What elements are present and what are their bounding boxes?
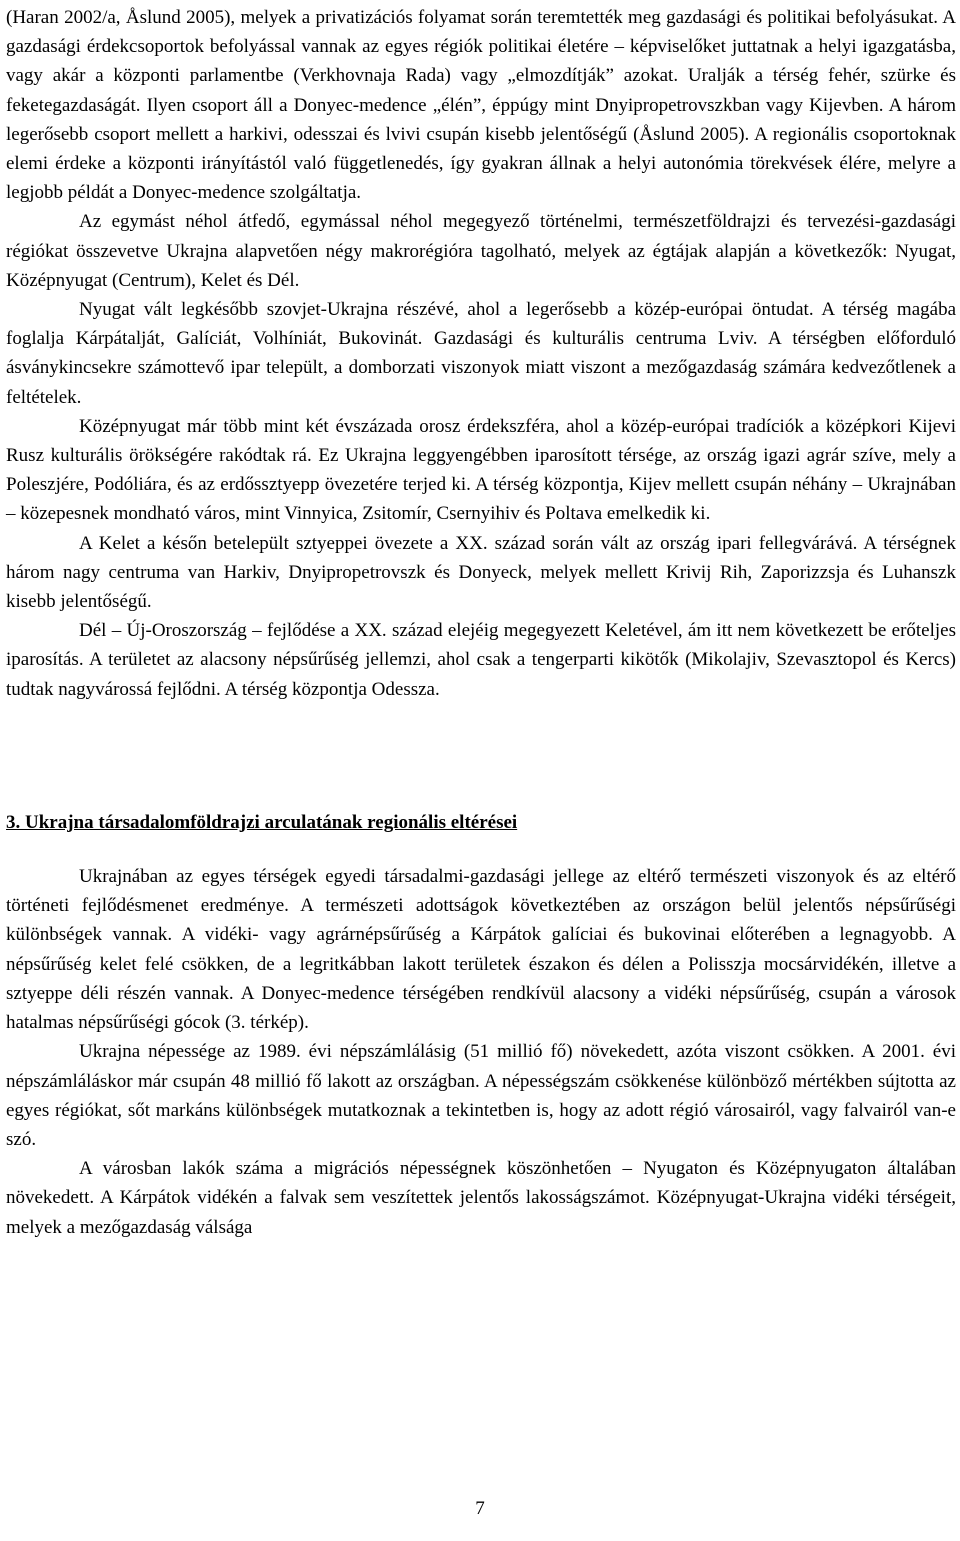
paragraph-population: Ukrajna népessége az 1989. évi népszámlálásig (51 millió fő) növekedett, azóta viszont csökken. A 2001. évi népszámláláskor már csupán 48 millió fő lakott az országban. A népességszám csökkenése különböző mértékben sújtotta az egyes régiókat, sőt markáns különbségek mutatkoznak a tekintetben is, hogy az adott régió városairól, vagy falvairól van-e szó. xyxy=(6,1041,956,1150)
document-page xyxy=(6,3,956,1242)
paragraph-central-west: Középnyugat már több mint két évszázada orosz érdekszféra, ahol a közép-európai tradíciók a középkori Kijevi Rusz kulturális örökségére rakódtak rá. Ez Ukrajna leggyengébben iparosított térsége, az ország igazi agrár szíve, mely a Poleszjére, Podóliára, és az erdőssztyepp övezetére terjed ki. A térség központja, Kijev mellett csupán néhány – Ukrajnában – közepesnek mondható város, mint Vinnyica, Zsitomír, Csernyihiv és Poltava emelkedik ki. xyxy=(6,415,956,525)
paragraph-urban-population: A városban lakók száma a migrációs népességnek köszönhetően – Nyugaton és Középnyugaton általában növekedett. A Kárpátok vidékén a falvak sem veszítettek jelentős lakosságszámot. Középnyugat-Ukrajna vidéki térségeit, melyek a mezőgazdaság válsága xyxy=(6,1158,956,1238)
section-heading: 3. Ukrajna társadalomföldrajzi arculatának regionális eltérései xyxy=(6,811,518,833)
paragraph-macroregions: Az egymást néhol átfedő, egymással néhol megegyező történelmi, természetföldrajzi és tervezési-gazdasági régiókat összevetve Ukrajna alapvetően négy makrorégióra tagolható, melyek az égtájak alapján a következők: Nyugat, Középnyugat (Centrum), Kelet és Dél. xyxy=(6,211,956,291)
paragraph-continuation: (Haran 2002/a, Åslund 2005), melyek a privatizációs folyamat során teremtették meg gazdasági és politikai befolyásukat. A gazdasági érdekcsoportok befolyással vannak az egyes régiók politikai életére – képviselőket juttatnak a helyi igazgatásba, vagy akár a központi parlamentbe (Verkhovnaja Rada) vagy „elmozdítják” azokat. Uralják a térség fehér, szürke és feketegazdaságát. Ilyen csoport áll a Donyec-medence „élén”, éppúgy mint Dnyipropetrovszkban vagy Kijevben. A három legerősebb csoport mellett a harkivi, odesszai és lvivi csupán kisebb jelentőségű (Åslund 2005). A regionális csoportoknak elemi érdeke a központi irányítástól való függetlenedés, így gyakran állnak a helyi autonómia törekvések élére, melyre a legjobb példát a Donyec-medence szolgáltatja. xyxy=(6,7,956,204)
paragraph-regional-differences: Ukrajnában az egyes térségek egyedi társadalmi-gazdasági jellege az eltérő természeti viszonyok és az eltérő történeti fejlődésmenet eredménye. A természeti adottságok következtében az országon belül jelentős népsűrűségi különbségek vannak. A vidéki- vagy agrárnépsűrűség a Kárpátok galíciai és bukovinai előterében a legnagyobb. A népsűrűség kelet felé csökken, de a legritkábban lakott területek északon és délen a Polisszja mocsárvidékén, illetve a sztyeppe déli részén vannak. A Donyec-medence térségében rendkívül alacsony a vidéki népsűrűség, csupán a városok hatalmas népsűrűségi gócok (3. térkép). xyxy=(6,866,956,1034)
paragraph-south: Dél – Új-Oroszország – fejlődése a XX. század elejéig megegyezett Keletével, ám itt nem következett be erőteljes iparosítás. A területet az alacsony népsűrűség jellemzi, ahol csak a tengerparti kikötők (Mikolajiv, Szevasztopol és Kercs) tudtak nagyvárossá fejlődni. A térség központja Odessza. xyxy=(6,620,956,700)
paragraph-east: A Kelet a későn betelepült sztyeppei övezete a XX. század során vált az ország ipari fellegvárává. A térségnek három nagy centruma van Harkiv, Dnyipropetrovszk és Donyeck, melyek mellett Krivij Rih, Zaporizzsja és Luhanszk kisebb jelentőségű. xyxy=(6,532,956,613)
page-number: 7 xyxy=(475,1498,485,1519)
paragraph-west: Nyugat vált legkésőbb szovjet-Ukrajna részévé, ahol a legerősebb a közép-európai öntudat. A térség magába foglalja Kárpátalját, Galíciát, Volhíniát, Bukovinát. Gazdasági és kulturális centruma Lviv. A térségben előforduló ásványkincsekre számottevő ipar települt, a domborzati viszonyok miatt viszont a mezőgazdaság számára kedvezőtlenek a feltételek. xyxy=(6,299,956,408)
